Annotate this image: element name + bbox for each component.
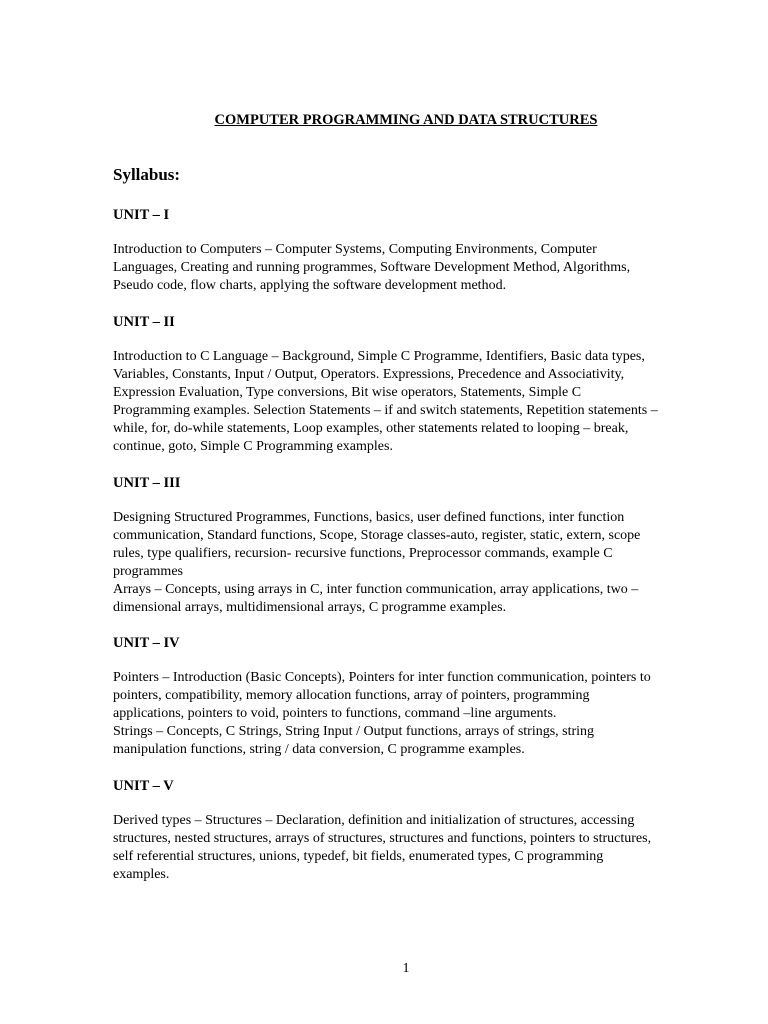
unit-5-line: structures, nested structures, arrays of structures, structures and functions, pointers to structures, xyxy=(113,831,652,846)
page-number: 1 xyxy=(402,961,410,976)
unit-4-line: Pointers – Introduction (Basic Concepts), Pointers for inter function communication, pointers to xyxy=(113,670,651,685)
unit-4-line: Strings – Concepts, C Strings, String Input / Output functions, arrays of strings, string xyxy=(113,724,595,739)
unit-3-line: communication, Standard functions, Scope, Storage classes-auto, register, static, extern, scope xyxy=(113,528,641,543)
unit-4-heading: UNIT – IV xyxy=(113,635,180,651)
unit-5-line: self referential structures, unions, typedef, bit fields, enumerated types, C programming xyxy=(113,849,604,864)
unit-4-line: pointers, compatibility, memory allocation functions, array of pointers, programming xyxy=(113,688,590,703)
unit-3-line: rules, type qualifiers, recursion- recursive functions, Preprocessor commands, example C xyxy=(113,546,613,561)
unit-4-body xyxy=(113,669,703,759)
unit-3-line: Designing Structured Programmes, Functions, basics, user defined functions, inter function xyxy=(113,510,625,525)
unit-5-line: examples. xyxy=(113,867,170,882)
unit-1-line: Languages, Creating and running programmes, Software Development Method, Algorithms, xyxy=(113,260,631,275)
unit-1-line: Pseudo code, flow charts, applying the software development method. xyxy=(113,278,507,293)
unit-2-line: Programming examples. Selection Statements – if and switch statements, Repetition statements – xyxy=(113,403,658,418)
unit-3-line: dimensional arrays, multidimensional arrays, C programme examples. xyxy=(113,600,507,615)
document-title: COMPUTER PROGRAMMING AND DATA STRUCTURES xyxy=(214,112,598,128)
unit-3-body xyxy=(113,509,703,617)
unit-5-body xyxy=(113,812,703,884)
unit-5-heading: UNIT – V xyxy=(113,778,174,794)
unit-1-line: Introduction to Computers – Computer Systems, Computing Environments, Computer xyxy=(113,242,597,257)
unit-5-line: Derived types – Structures – Declaration, definition and initialization of structures, accessing xyxy=(113,813,635,828)
unit-2-body xyxy=(113,348,703,456)
unit-3-line: Arrays – Concepts, using arrays in C, inter function communication, array applications, two – xyxy=(113,582,639,597)
unit-1-heading: UNIT – I xyxy=(113,207,170,223)
unit-2-line: continue, goto, Simple C Programming examples. xyxy=(113,439,393,454)
unit-2-line: Variables, Constants, Input / Output, Operators. Expressions, Precedence and Associativity, xyxy=(113,367,625,382)
unit-3-line: programmes xyxy=(113,564,183,579)
unit-2-line: Expression Evaluation, Type conversions, Bit wise operators, Statements, Simple C xyxy=(113,385,582,400)
unit-3-heading: UNIT – III xyxy=(113,475,181,491)
unit-4-line: manipulation functions, string / data conversion, C programme examples. xyxy=(113,742,525,757)
unit-1-body xyxy=(113,241,703,295)
unit-2-heading: UNIT – II xyxy=(113,314,175,330)
unit-2-line: Introduction to C Language – Background, Simple C Programme, Identifiers, Basic data types, xyxy=(113,349,645,364)
unit-4-line: applications, pointers to void, pointers to functions, command –line arguments. xyxy=(113,706,557,721)
syllabus-heading: Syllabus: xyxy=(113,165,181,184)
unit-2-line: while, for, do-while statements, Loop examples, other statements related to looping – break, xyxy=(113,421,629,436)
